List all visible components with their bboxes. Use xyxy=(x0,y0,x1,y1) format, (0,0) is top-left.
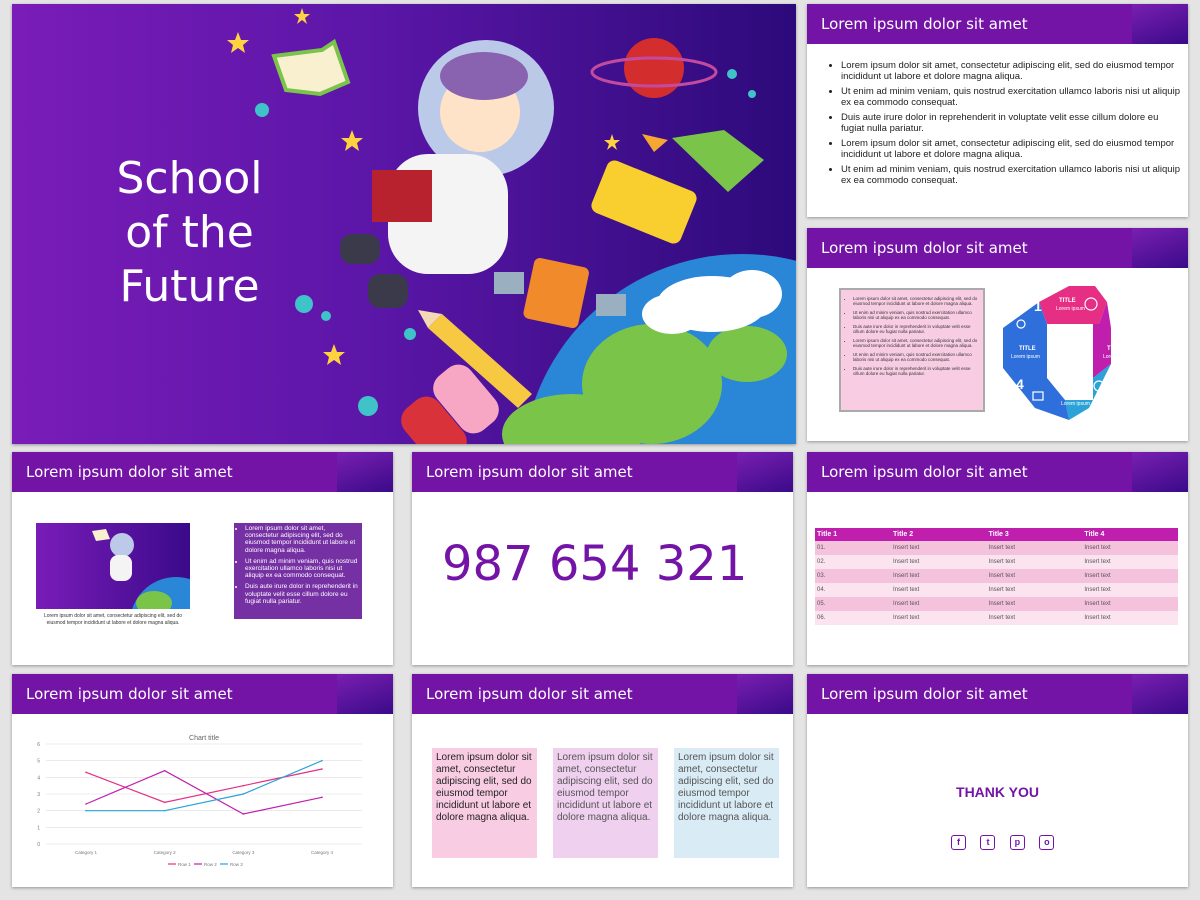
y-tick-label: 1 xyxy=(37,825,40,832)
data-point xyxy=(243,813,245,815)
cycle-title-2: TITLE xyxy=(1107,346,1124,352)
data-point xyxy=(321,760,323,762)
cycle-sub-3: Lorem ipsum xyxy=(1061,401,1090,407)
x-tick-label: Category 1 xyxy=(74,850,98,855)
cycle-sub-4: Lorem ipsum xyxy=(1011,354,1040,360)
star-icon xyxy=(294,8,310,24)
text-column-3: Lorem ipsum dolor sit amet, consectetur adipiscing elit, sed do eiusmod tempor incididunt ut labore et dolore magna aliqua. xyxy=(674,748,779,858)
bullet-item: • Ut enim ad minim veniam, quis nostrud exercitation ullamco laboris nisi ut aliquip ex ea commodo consequat. xyxy=(841,164,1181,186)
slide-header-title: Lorem ipsum dolor sit amet xyxy=(426,685,633,703)
mug xyxy=(522,257,590,329)
x-tick-label: Category 2 xyxy=(153,850,176,855)
cycle-sub-2: Lorem ipsum xyxy=(1103,354,1132,360)
y-tick-label: 5 xyxy=(37,758,40,765)
table-row xyxy=(815,597,1178,611)
data-point xyxy=(85,803,87,805)
slide-image xyxy=(36,523,190,609)
mini-bullet: • Duis aute irure dolor in reprehenderit in voluptate velit esse cillum dolore eu fugiat nulla pariatur. xyxy=(853,366,979,376)
slide-thank-you[interactable] xyxy=(807,674,1188,887)
table-cell: Insert text xyxy=(891,555,987,569)
table-cell: Insert text xyxy=(1082,583,1178,597)
pinterest-icon[interactable]: p xyxy=(1010,835,1025,850)
data-point xyxy=(321,797,323,799)
table-cell: 01. xyxy=(815,541,891,555)
slide-image-text[interactable] xyxy=(12,452,393,665)
table-cell: 03. xyxy=(815,569,891,583)
table-row xyxy=(815,583,1178,597)
data-point xyxy=(243,785,245,787)
slide-chart[interactable] xyxy=(12,674,393,887)
table-row xyxy=(815,611,1178,625)
data-table xyxy=(815,528,1178,625)
header-thumbnail xyxy=(337,674,393,714)
slide-header-title: Lorem ipsum dolor sit amet xyxy=(821,239,1028,257)
twitter-icon[interactable]: t xyxy=(980,835,995,850)
cycle-title-3: TITLE xyxy=(1065,394,1082,400)
hero-title xyxy=(52,152,327,314)
cycle-title-1: TITLE xyxy=(1059,298,1076,304)
school-bus xyxy=(589,158,699,246)
purple-bullet: • Ut enim ad minim veniam, quis nostrud exercitation ullamco laboris nisi ut aliquip ex ea commodo consequat. xyxy=(245,558,358,580)
table-cell: Insert text xyxy=(1082,541,1178,555)
star-icon xyxy=(323,344,345,365)
legend-label: Row 2 xyxy=(204,862,217,867)
mini-bullet: • Ut enim ad minim veniam, quis nostrud exercitation ullamco laboris nisi ut aliquip ex ea commodo consequat. xyxy=(853,310,979,320)
bullet-list xyxy=(827,60,1181,190)
table-cell: Insert text xyxy=(987,569,1083,583)
apple-planet xyxy=(624,38,684,98)
slide-header-title: Lorem ipsum dolor sit amet xyxy=(821,463,1028,481)
table-cell: Insert text xyxy=(987,541,1083,555)
table-cell: Insert text xyxy=(891,541,987,555)
slide-big-number[interactable] xyxy=(412,452,793,665)
slide-header-title: Lorem ipsum dolor sit amet xyxy=(821,685,1028,703)
table-cell: Insert text xyxy=(1082,569,1178,583)
data-point xyxy=(243,793,245,795)
bullet-item: • Lorem ipsum dolor sit amet, consectetur adipiscing elit, sed do eiusmod tempor incididunt ut labore et dolore magna aliqua. xyxy=(841,60,1181,82)
purple-text-box xyxy=(234,523,362,619)
cycle-title-4: TITLE xyxy=(1019,346,1036,352)
slide-bullets[interactable] xyxy=(807,4,1188,217)
slide-header xyxy=(807,4,1188,44)
star-icon xyxy=(604,134,620,150)
table-header: Title 1 xyxy=(815,528,891,541)
table-cell: Insert text xyxy=(987,611,1083,625)
table-header: Title 4 xyxy=(1082,528,1178,541)
slide-header xyxy=(807,674,1188,714)
table-cell: 05. xyxy=(815,597,891,611)
header-thumbnail xyxy=(737,674,793,714)
header-thumbnail xyxy=(1132,4,1188,44)
purple-bullet: • Duis aute irure dolor in reprehenderit in voluptate velit esse cillum dolore eu fugiat nulla pariatur. xyxy=(245,583,358,605)
slide-header-title: Lorem ipsum dolor sit amet xyxy=(26,685,233,703)
mini-bullet: • Lorem ipsum dolor sit amet, consectetur adipiscing elit, sed do eiusmod tempor incididunt ut labore et dolore magna aliqua. xyxy=(853,338,979,348)
table-header: Title 3 xyxy=(987,528,1083,541)
table-row xyxy=(815,555,1178,569)
table-cell: 06. xyxy=(815,611,891,625)
slide-header xyxy=(412,452,793,492)
x-tick-label: Category 4 xyxy=(310,850,334,855)
cycle-diagram xyxy=(807,228,1188,441)
header-thumbnail xyxy=(1132,452,1188,492)
y-tick-label: 2 xyxy=(37,808,40,815)
table-row xyxy=(815,569,1178,583)
social-icons xyxy=(951,832,1054,850)
table-cell: Insert text xyxy=(987,555,1083,569)
slide-header xyxy=(807,452,1188,492)
table-cell: Insert text xyxy=(987,583,1083,597)
slide-cycle[interactable] xyxy=(807,228,1188,441)
header-thumbnail xyxy=(337,452,393,492)
mini-bullet: • Ut enim ad minim veniam, quis nostrud exercitation ullamco laboris nisi ut aliquip ex ea commodo consequat. xyxy=(853,352,979,362)
purple-bullet: • Lorem ipsum dolor sit amet, consectetur adipiscing elit, sed do eiusmod tempor incididunt ut labore et dolore magna aliqua. xyxy=(245,525,358,554)
slide-table[interactable] xyxy=(807,452,1188,665)
image-caption: Lorem ipsum dolor sit amet, consectetur adipiscing elit, sed do eiusmod tempor incididunt ut labore et dolore magna aliqua. xyxy=(43,613,183,626)
data-point xyxy=(321,768,323,770)
series-line-1 xyxy=(86,769,322,802)
bullet-item: • Lorem ipsum dolor sit amet, consectetur adipiscing elit, sed do eiusmod tempor incididunt ut labore et dolore magna aliqua. xyxy=(841,138,1181,160)
table-cell: Insert text xyxy=(891,611,987,625)
slide-header-title: Lorem ipsum dolor sit amet xyxy=(426,463,633,481)
header-thumbnail xyxy=(1132,674,1188,714)
star-icon xyxy=(227,32,249,53)
bullet-item: • Duis aute irure dolor in reprehenderit in voluptate velit esse cillum dolore eu fugiat nulla pariatur. xyxy=(841,112,1181,134)
slide-header-title: Lorem ipsum dolor sit amet xyxy=(26,463,233,481)
table-cell: Insert text xyxy=(1082,597,1178,611)
cycle-num-4: 4 xyxy=(1016,376,1024,392)
facebook-icon[interactable]: f xyxy=(951,835,966,850)
bullet-item: • Ut enim ad minim veniam, quis nostrud exercitation ullamco laboris nisi ut aliquip ex ea commodo consequat. xyxy=(841,86,1181,108)
hero-title-line2: of the Future xyxy=(119,207,260,312)
slide-header xyxy=(412,674,793,714)
cycle-num-1: 1 xyxy=(1034,298,1042,314)
header-thumbnail xyxy=(737,452,793,492)
table-header: Title 2 xyxy=(891,528,987,541)
legend-label: Row 3 xyxy=(230,862,243,867)
book-icon xyxy=(274,42,348,94)
legend-label: Row 1 xyxy=(178,862,191,867)
table-cell: Insert text xyxy=(891,583,987,597)
data-point xyxy=(164,810,166,812)
table-cell: 04. xyxy=(815,583,891,597)
star-icon xyxy=(341,130,363,151)
text-column-1: Lorem ipsum dolor sit amet, consectetur adipiscing elit, sed do eiusmod tempor incididunt ut labore et dolore magna aliqua. xyxy=(432,748,537,858)
x-tick-label: Category 3 xyxy=(232,850,255,855)
table-cell: Insert text xyxy=(1082,611,1178,625)
chart-title: Chart title xyxy=(189,735,219,742)
cycle-sub-1: Lorem ipsum xyxy=(1056,306,1085,312)
y-tick-label: 3 xyxy=(37,792,40,798)
text-column-2: Lorem ipsum dolor sit amet, consectetur adipiscing elit, sed do eiusmod tempor incididunt ut labore et dolore magna aliqua. xyxy=(553,748,658,858)
instagram-icon[interactable]: o xyxy=(1039,835,1054,850)
mini-bullet: • Lorem ipsum dolor sit amet, consectetur adipiscing elit, sed do eiusmod tempor incididunt ut labore et dolore magna aliqua. xyxy=(853,296,979,306)
slide-columns[interactable] xyxy=(412,674,793,887)
rocket xyxy=(672,130,764,192)
table-cell: Insert text xyxy=(1082,555,1178,569)
cycle-num-3: 3 xyxy=(1096,391,1104,407)
slide-title[interactable] xyxy=(12,4,796,444)
table-cell: Insert text xyxy=(891,597,987,611)
table-cell: 02. xyxy=(815,555,891,569)
line-chart xyxy=(12,714,393,887)
big-number: 987 654 321 xyxy=(442,536,748,592)
y-tick-label: 0 xyxy=(37,842,40,848)
data-point xyxy=(164,802,166,804)
slide-header-title: Lorem ipsum dolor sit amet xyxy=(821,15,1028,33)
data-point xyxy=(85,810,87,812)
table-row xyxy=(815,541,1178,555)
table-cell: Insert text xyxy=(891,569,987,583)
data-point xyxy=(85,772,87,774)
cycle-num-2: 2 xyxy=(1113,314,1121,330)
hero-title-line1: School xyxy=(116,153,263,204)
slide-header xyxy=(12,452,393,492)
table-cell: Insert text xyxy=(987,597,1083,611)
slide-header xyxy=(12,674,393,714)
mini-bullet: • Duis aute irure dolor in reprehenderit in voluptate velit esse cillum dolore eu fugiat nulla pariatur. xyxy=(853,324,979,334)
y-tick-label: 4 xyxy=(37,775,40,782)
thank-you-text: THANK YOU xyxy=(956,784,1039,800)
data-point xyxy=(164,770,166,772)
y-tick-label: 6 xyxy=(37,742,40,748)
